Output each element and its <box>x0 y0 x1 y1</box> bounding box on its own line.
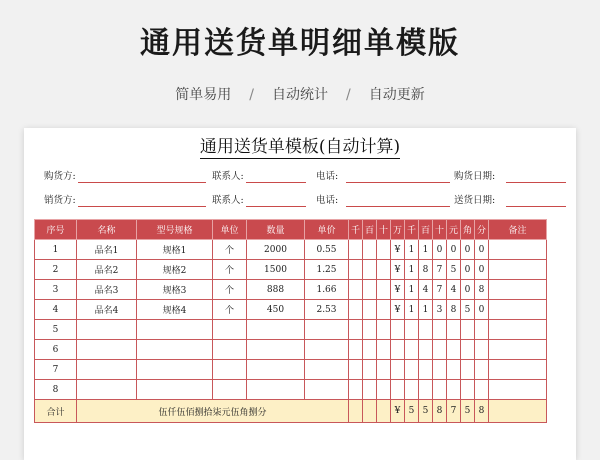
column-header: 百 <box>419 220 433 240</box>
column-header: 十 <box>377 220 391 240</box>
table-cell[interactable] <box>137 320 213 340</box>
table-row <box>35 360 547 380</box>
table-cell[interactable]: 1 <box>419 300 433 320</box>
table-cell[interactable] <box>391 320 405 340</box>
table-cell[interactable]: 个 <box>213 240 247 260</box>
table-cell[interactable] <box>137 380 213 400</box>
table-cell[interactable]: 7 <box>433 260 447 280</box>
table-cell[interactable]: 0.55 <box>305 240 349 260</box>
page-headline: 通用送货单明细单模版 <box>140 26 460 61</box>
table-cell[interactable] <box>349 360 363 380</box>
table-cell[interactable] <box>433 360 447 380</box>
table-cell[interactable] <box>213 360 247 380</box>
phone2-input[interactable] <box>346 206 450 207</box>
table-cell[interactable]: 1.66 <box>305 280 349 300</box>
table-cell[interactable] <box>433 320 447 340</box>
phone2-label: 电话: <box>316 195 339 206</box>
table-cell[interactable]: 450 <box>247 300 305 320</box>
table-cell[interactable] <box>247 320 305 340</box>
table-cell[interactable]: 1 <box>405 280 419 300</box>
table-cell[interactable] <box>461 320 475 340</box>
table-cell[interactable] <box>447 380 461 400</box>
table-cell[interactable] <box>377 380 391 400</box>
column-header: 角 <box>461 220 475 240</box>
table-cell[interactable]: 0 <box>447 240 461 260</box>
goods-table <box>34 219 547 423</box>
table-cell[interactable] <box>349 280 363 300</box>
column-header: 万 <box>391 220 405 240</box>
table-cell[interactable]: 8 <box>419 260 433 280</box>
table-cell[interactable]: 品名3 <box>77 280 137 300</box>
table-cell[interactable]: 个 <box>213 280 247 300</box>
total-digit: ¥ <box>391 400 405 423</box>
sheet-title-text: 通用送货单模板(自动计算) <box>199 137 401 157</box>
total-digit: 5 <box>419 400 433 423</box>
table-row <box>35 240 547 260</box>
table-cell[interactable]: 0 <box>475 240 489 260</box>
table-cell[interactable]: 1 <box>35 240 77 260</box>
column-header: 千 <box>349 220 363 240</box>
table-cell[interactable]: 5 <box>461 300 475 320</box>
column-header: 序号 <box>35 220 77 240</box>
table-cell[interactable] <box>447 340 461 360</box>
table-cell[interactable] <box>247 380 305 400</box>
table-cell[interactable]: 品名1 <box>77 240 137 260</box>
delivery-date-input[interactable] <box>506 206 566 207</box>
column-header: 备注 <box>489 220 547 240</box>
total-note[interactable] <box>489 400 547 423</box>
table-cell[interactable] <box>77 320 137 340</box>
table-row <box>35 300 547 320</box>
table-cell[interactable] <box>305 320 349 340</box>
phone1-input[interactable] <box>346 182 450 183</box>
total-digit: 5 <box>405 400 419 423</box>
table-cell[interactable] <box>489 380 547 400</box>
table-cell[interactable]: 5 <box>35 320 77 340</box>
column-header: 名称 <box>77 220 137 240</box>
table-cell[interactable]: ¥ <box>391 300 405 320</box>
column-header: 单位 <box>213 220 247 240</box>
table-cell[interactable]: ¥ <box>391 260 405 280</box>
table-cell[interactable]: 1500 <box>247 260 305 280</box>
seller-label: 销货方: <box>44 195 76 206</box>
table-cell[interactable] <box>475 380 489 400</box>
table-cell[interactable]: 2000 <box>247 240 305 260</box>
column-header: 型号规格 <box>137 220 213 240</box>
table-cell[interactable] <box>349 320 363 340</box>
table-cell[interactable]: 1 <box>405 240 419 260</box>
purchase-date-input[interactable] <box>506 182 566 183</box>
table-cell[interactable] <box>213 380 247 400</box>
table-cell[interactable] <box>447 360 461 380</box>
table-cell[interactable] <box>489 300 547 320</box>
table-cell[interactable] <box>405 320 419 340</box>
table-cell[interactable] <box>489 240 547 260</box>
table-cell[interactable] <box>419 320 433 340</box>
table-cell[interactable]: 1.25 <box>305 260 349 280</box>
table-cell[interactable]: 规格2 <box>137 260 213 280</box>
table-cell[interactable]: 2.53 <box>305 300 349 320</box>
column-header: 十 <box>433 220 447 240</box>
table-cell[interactable] <box>377 340 391 360</box>
table-cell[interactable]: ¥ <box>391 280 405 300</box>
column-header: 单价 <box>305 220 349 240</box>
table-cell[interactable]: 4 <box>419 280 433 300</box>
table-cell[interactable]: 3 <box>433 300 447 320</box>
table-cell[interactable]: 1 <box>419 240 433 260</box>
table-row <box>35 380 547 400</box>
table-cell[interactable] <box>377 240 391 260</box>
total-digit <box>363 400 377 423</box>
table-cell[interactable]: 4 <box>447 280 461 300</box>
table-cell[interactable] <box>247 360 305 380</box>
table-cell[interactable] <box>377 320 391 340</box>
table-cell[interactable]: 规格3 <box>137 280 213 300</box>
table-cell[interactable] <box>363 380 377 400</box>
table-cell[interactable] <box>363 280 377 300</box>
table-cell[interactable]: 0 <box>461 280 475 300</box>
total-digit <box>377 400 391 423</box>
table-cell[interactable]: 0 <box>475 260 489 280</box>
table-cell[interactable]: 4 <box>35 300 77 320</box>
table-cell[interactable] <box>405 360 419 380</box>
table-cell[interactable] <box>489 260 547 280</box>
table-cell[interactable] <box>363 360 377 380</box>
table-cell[interactable] <box>363 320 377 340</box>
table-cell[interactable]: 0 <box>461 240 475 260</box>
table-cell[interactable] <box>489 360 547 380</box>
table-cell[interactable] <box>447 320 461 340</box>
separator: / <box>346 87 351 103</box>
contact1-label: 联系人: <box>212 171 244 182</box>
table-cell[interactable] <box>349 300 363 320</box>
table-cell[interactable] <box>247 340 305 360</box>
sheet-title <box>24 132 576 157</box>
table-cell[interactable]: 0 <box>461 260 475 280</box>
buyer-label: 购货方: <box>44 171 76 182</box>
total-digit: 8 <box>475 400 489 423</box>
table-cell[interactable] <box>475 360 489 380</box>
table-cell[interactable]: 8 <box>35 380 77 400</box>
total-digit: 7 <box>447 400 461 423</box>
table-cell[interactable] <box>305 340 349 360</box>
buyer-input[interactable] <box>78 182 206 183</box>
table-cell[interactable] <box>349 240 363 260</box>
table-cell[interactable]: 1 <box>405 300 419 320</box>
table-cell[interactable] <box>475 320 489 340</box>
table-cell[interactable] <box>349 260 363 280</box>
table-cell[interactable] <box>377 280 391 300</box>
separator: / <box>249 87 254 103</box>
table-cell[interactable] <box>475 340 489 360</box>
table-cell[interactable] <box>363 260 377 280</box>
table-cell[interactable]: 个 <box>213 300 247 320</box>
table-cell[interactable] <box>363 300 377 320</box>
table-cell[interactable] <box>363 340 377 360</box>
column-header: 千 <box>405 220 419 240</box>
table-row <box>35 320 547 340</box>
table-cell[interactable]: 6 <box>35 340 77 360</box>
total-row <box>35 400 547 423</box>
table-cell[interactable]: ¥ <box>391 240 405 260</box>
delivery-sheet <box>24 128 576 460</box>
table-cell[interactable]: 0 <box>433 240 447 260</box>
table-cell[interactable] <box>489 320 547 340</box>
table-cell[interactable] <box>405 380 419 400</box>
table-row <box>35 280 547 300</box>
table-cell[interactable]: 888 <box>247 280 305 300</box>
table-cell[interactable] <box>391 340 405 360</box>
table-cell[interactable] <box>489 280 547 300</box>
contact2-input[interactable] <box>246 206 306 207</box>
table-cell[interactable] <box>461 340 475 360</box>
column-header: 分 <box>475 220 489 240</box>
total-amount-words: 伍仟伍佰捌拾柒元伍角捌分 <box>77 400 349 423</box>
tag-auto-update: 自动更新 <box>368 87 425 103</box>
tag-easy: 简单易用 <box>175 87 232 103</box>
table-cell[interactable] <box>419 340 433 360</box>
table-cell[interactable] <box>419 380 433 400</box>
table-cell[interactable] <box>377 260 391 280</box>
table-cell[interactable] <box>77 340 137 360</box>
table-cell[interactable]: 品名2 <box>77 260 137 280</box>
table-header <box>35 220 547 240</box>
table-cell[interactable] <box>461 380 475 400</box>
table-cell[interactable]: 规格4 <box>137 300 213 320</box>
table-cell[interactable] <box>433 380 447 400</box>
total-digit: 8 <box>433 400 447 423</box>
table-cell[interactable]: 2 <box>35 260 77 280</box>
table-cell[interactable]: 规格1 <box>137 240 213 260</box>
delivery-date-label: 送货日期: <box>454 195 496 206</box>
table-cell[interactable]: 7 <box>35 360 77 380</box>
table-cell[interactable] <box>377 360 391 380</box>
total-digit <box>349 400 363 423</box>
purchase-date-label: 购货日期: <box>454 171 496 182</box>
table-cell[interactable] <box>461 360 475 380</box>
contact1-input[interactable] <box>246 182 306 183</box>
table-cell[interactable]: 5 <box>447 260 461 280</box>
table-cell[interactable]: 个 <box>213 260 247 280</box>
table-row <box>35 260 547 280</box>
table-cell[interactable] <box>137 360 213 380</box>
table-cell[interactable]: 8 <box>447 300 461 320</box>
table-cell[interactable] <box>213 340 247 360</box>
column-header: 数量 <box>247 220 305 240</box>
table-cell[interactable] <box>489 340 547 360</box>
phone1-label: 电话: <box>316 171 339 182</box>
column-header: 百 <box>363 220 377 240</box>
table-cell[interactable] <box>77 380 137 400</box>
table-cell[interactable] <box>419 360 433 380</box>
table-cell[interactable] <box>391 380 405 400</box>
table-cell[interactable] <box>377 300 391 320</box>
table-cell[interactable]: 3 <box>35 280 77 300</box>
table-cell[interactable]: 7 <box>433 280 447 300</box>
table-cell[interactable]: 8 <box>475 280 489 300</box>
total-label: 合计 <box>35 400 77 423</box>
table-cell[interactable] <box>405 340 419 360</box>
table-cell[interactable] <box>305 360 349 380</box>
table-cell[interactable] <box>137 340 213 360</box>
feature-tags <box>0 84 600 104</box>
table-cell[interactable] <box>77 360 137 380</box>
tag-auto-stat: 自动统计 <box>272 87 328 103</box>
table-cell[interactable] <box>305 380 349 400</box>
table-cell[interactable] <box>363 240 377 260</box>
table-cell[interactable]: 0 <box>475 300 489 320</box>
contact2-label: 联系人: <box>212 195 244 206</box>
table-cell[interactable] <box>349 340 363 360</box>
table-cell[interactable]: 1 <box>405 260 419 280</box>
table-cell[interactable]: 品名4 <box>77 300 137 320</box>
table-cell[interactable] <box>349 380 363 400</box>
table-row <box>35 340 547 360</box>
table-cell[interactable] <box>433 340 447 360</box>
table-cell[interactable] <box>391 360 405 380</box>
seller-input[interactable] <box>78 206 206 207</box>
table-cell[interactable] <box>213 320 247 340</box>
total-digit: 5 <box>461 400 475 423</box>
column-header: 元 <box>447 220 461 240</box>
